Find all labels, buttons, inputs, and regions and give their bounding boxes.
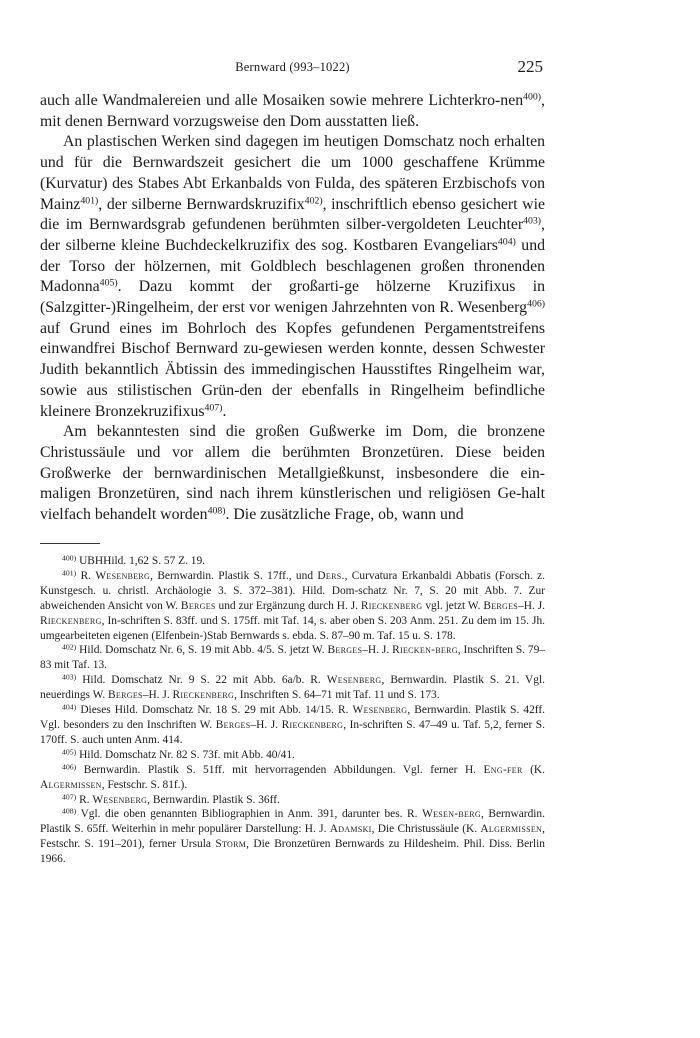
- footnote-reference: 407): [204, 402, 223, 414]
- author-name: Rieckenberg: [360, 599, 423, 612]
- text-run: , der silberne kleine Buchdeckelkruzifix des sog. Kostbaren Evangeliars: [40, 216, 545, 254]
- author-name: Wesenberg: [92, 793, 148, 806]
- author-name: Berges: [180, 599, 216, 612]
- text-run: auf Grund eines im Bohrloch des Kopfes gefundenen Pergamentstreifens einwandfrei Bischof Bernward zu-gewiesen werden konnte, dessen Schwester Judith bekanntlich Äbtissin des immedingischen Hausstiftes Ringelheim war, sowie aus stilistischen Grün-den der ebenfalls in Ringelheim befindliche kleinere Bronzekruzifixus: [40, 319, 545, 420]
- author-name: Ders.: [317, 569, 345, 582]
- text-run: Vgl. die oben genannten Bibliographien in Anm. 391, darunter bes. R.: [80, 808, 423, 821]
- text-run: , Bernwardin. Plastik S. 17ff., und: [150, 569, 318, 582]
- footnote-reference: 402): [304, 195, 323, 207]
- text-run: , Die Christussäule (K.: [371, 823, 481, 836]
- author-name: Berges: [327, 644, 363, 657]
- author-name: Wesenberg: [352, 704, 408, 717]
- footnote-reference: 408): [207, 505, 226, 517]
- text-run: UBHHild. 1,62 S. 57 Z. 19.: [79, 555, 206, 567]
- text-run: R.: [79, 793, 93, 806]
- text-run: –H. J.: [362, 644, 393, 657]
- footnote-number: 406): [62, 762, 77, 772]
- author-name: Berges: [108, 689, 143, 702]
- text-run: –H. J.: [518, 599, 545, 612]
- main-text: [40, 91, 545, 526]
- text-run: vgl. jetzt W.: [422, 599, 484, 612]
- text-run: , Festschr. S. 81f.).: [101, 778, 188, 791]
- footnote-reference: 403): [523, 215, 542, 227]
- footnotes: [40, 554, 545, 867]
- text-run: , inschriftlich ebenso gesichert wie die im Bernwardsgrab gefundenen berühmten silber-vergoldeten Leuchter: [40, 195, 545, 234]
- text-run: R.: [80, 569, 96, 582]
- footnote: [40, 554, 545, 569]
- paragraph: [40, 132, 545, 422]
- text-run: .: [222, 402, 227, 420]
- footnote-number: 405): [62, 747, 77, 757]
- author-name: Berges: [215, 718, 251, 731]
- footnote-reference: 401): [80, 195, 99, 207]
- text-run: –H. J.: [142, 689, 173, 702]
- text-run: , Bernwardin. Plastik S. 65ff. Weiterhin in mehr populärer Darstellung: H. J.: [40, 808, 545, 836]
- footnote-number: 400): [62, 553, 77, 563]
- paragraph: [40, 91, 545, 132]
- text-run: , Bernwardin. Plastik S. 42ff. Vgl. besonders zu den Inschriften W.: [40, 704, 546, 731]
- author-name: Rieckenberg: [40, 614, 102, 627]
- footnote: [40, 703, 545, 748]
- text-run: , In-schriften S. 47–49 u. Taf. 5,2, ferner S. 170ff. S. auch unten Anm. 414.: [40, 718, 545, 746]
- footnote-number: 404): [62, 702, 77, 712]
- running-title: Bernward (993–1022): [235, 60, 350, 74]
- footnote-number: 408): [62, 806, 77, 816]
- text-run: , Curvatura Erkanbaldi Abbatis (Forsch. z. Kunstgesch. u. christl. Archäologie 3. S. 372–381). Hild. Dom-schatz Nr. 7, S. 20 mit Abb. 7. Zur abweichenden Ansicht von W.: [40, 569, 545, 612]
- footnote: [40, 763, 545, 793]
- footnote-separator: [40, 543, 100, 544]
- author-name: Wesenberg: [326, 674, 382, 687]
- paragraph: [40, 422, 545, 526]
- footnote-reference: 404): [497, 236, 516, 248]
- text-run: , Festschr. S. 191–201), ferner Ursula: [40, 823, 545, 851]
- page-number: 225: [517, 57, 543, 76]
- author-name: Storm: [215, 838, 247, 851]
- author-name: Riecken-berg: [392, 644, 458, 657]
- text-run: , Inschriften S. 79–83 mit Taf. 13.: [40, 644, 546, 672]
- footnote-number: 402): [62, 642, 77, 652]
- text-run: –H. J.: [250, 718, 282, 731]
- text-run: Hild. Domschatz Nr. 6, S. 19 mit Abb. 4/5. S. jetzt W.: [79, 644, 328, 657]
- author-name: Algermissen: [40, 778, 102, 791]
- text-run: Am bekanntesten sind die großen Gußwerke im Dom, die bronzene Christussäule und vor allem die berühmten Bronzetüren. Diese beiden Großwerke der bernwardinischen Metallgießkunst, insbesondere die ein-maligen Bronzetüren, sind nach ihrem künstlerischen und religiösen Ge-halt vielfach behandelt worden: [40, 423, 545, 524]
- footnote: [40, 807, 545, 867]
- text-run: Hild. Domschatz Nr. 82 S. 73f. mit Abb. 40/41.: [79, 748, 295, 761]
- author-name: Eng-fer: [483, 763, 523, 776]
- text-run: , mit denen Bernward vorzugsweise den Dom ausstatten ließ.: [40, 92, 545, 130]
- footnote-number: 407): [62, 792, 77, 802]
- footnote-reference: 400): [523, 91, 542, 103]
- text-run: , In-schriften S. 83ff. und S. 175ff. mit Taf. 14, s. aber oben S. 203 Anm. 251. Zu dem im 15. Jh. umgearbeiteten eigenen (Elfenbein-)Stab Bernwards s. ebda. S. 87–90 m. Taf. 15 u. S. 178.: [40, 614, 545, 642]
- author-name: Rieckenberg: [281, 718, 344, 731]
- footnote: [40, 569, 545, 644]
- text-run: An plastischen Werken sind dagegen im heutigen Domschatz noch erhalten und für die Bernwardszeit gesichert die um 1000 geschaffene Krümme (Kurvatur) des Stabes Abt Erkanbalds von Fulda, des späteren Erzbischofs von Mainz: [40, 133, 545, 213]
- text-run: auch alle Wandmalereien und alle Mosaiken sowie mehrere Lichterkro-nen: [40, 92, 524, 109]
- author-name: Adamski: [329, 823, 372, 836]
- text-run: Bernwardin. Plastik S. 51ff. mit hervorragenden Abbildungen. Vgl. ferner H.: [83, 763, 484, 776]
- footnote: [40, 793, 545, 808]
- footnote: [40, 748, 545, 763]
- text-run: und zur Ergänzung durch H. J.: [215, 599, 361, 612]
- author-name: Berges: [483, 599, 519, 612]
- author-name: Algermissen: [480, 823, 543, 836]
- running-header: [40, 57, 545, 80]
- footnote-number: 401): [62, 568, 77, 578]
- text-run: und der Torso der hölzernen, mit Goldblech beschlagenen großen thronenden Madonna: [40, 236, 545, 296]
- text-run: . Die zusätzliche Frage, ob, wann und: [225, 506, 464, 524]
- footnote-number: 403): [62, 672, 77, 682]
- text-run: (K.: [522, 763, 545, 776]
- text-run: , Inschriften S. 64–71 mit Taf. 11 und S. 173.: [234, 689, 440, 702]
- text-run: . Dazu kommt der großarti-ge hölzerne Kruzifixus in (Salzgitter-)Ringelheim, der erst vor wenigen Jahrzehnten von R. Wesenberg: [40, 278, 545, 317]
- text-run: , Bernwardin. Plastik S. 36ff.: [147, 793, 280, 806]
- text-run: Dieses Hild. Domschatz Nr. 18 S. 29 mit Abb. 14/15. R.: [80, 704, 353, 717]
- text-run: Hild. Domschatz Nr. 9 S. 22 mit Abb. 6a/b. R.: [82, 674, 327, 687]
- footnote: [40, 673, 545, 703]
- author-name: Rieckenberg: [172, 689, 235, 702]
- text-run: , Die Bronzetüren Bernwards zu Hildesheim. Phil. Diss. Berlin 1966.: [40, 838, 545, 866]
- text-run: , Bernwardin. Plastik S. 21. Vgl. neuerdings W.: [40, 674, 545, 702]
- author-name: Wesenberg: [95, 569, 151, 582]
- footnote-reference: 405): [99, 277, 118, 289]
- author-name: Wesen-berg: [422, 808, 481, 821]
- footnote-reference: 406): [527, 298, 545, 310]
- footnote: [40, 643, 545, 673]
- text-run: , der silberne Bernwardskruzifix: [98, 195, 305, 213]
